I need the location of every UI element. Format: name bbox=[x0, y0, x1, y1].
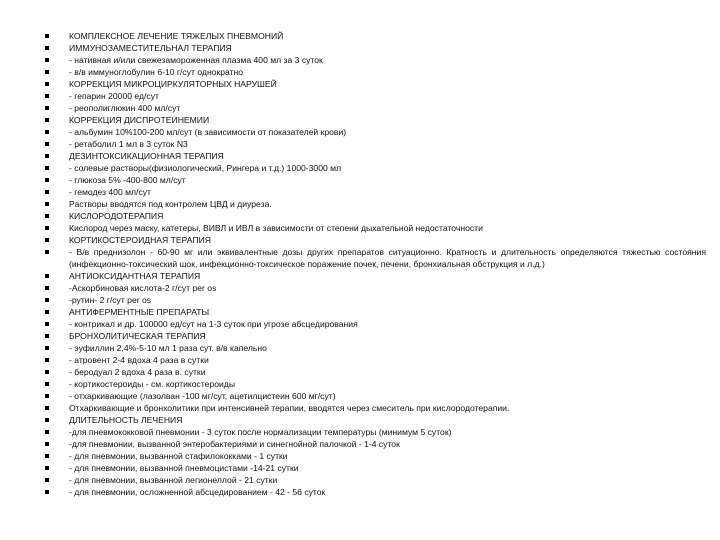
list-item-text: - для пневмонии, вызванной стафилококками - 1 сутки bbox=[69, 451, 288, 461]
bullet-marker bbox=[45, 442, 49, 446]
list-item bbox=[0, 474, 720, 486]
bullet-marker bbox=[45, 238, 49, 242]
list-item-text: - для пневмонии, осложненной абсцедированием - 42 - 56 суток bbox=[69, 487, 326, 497]
list-item-text: БРОНХОЛИТИЧЕСКАЯ ТЕРАПИЯ bbox=[69, 331, 206, 341]
bullet-marker bbox=[45, 178, 49, 182]
list-item-text: КОРРЕКЦИЯ ДИСПРОТЕИНЕМИИ bbox=[69, 115, 210, 125]
bullet-marker bbox=[45, 286, 49, 290]
bullet-marker bbox=[45, 94, 49, 98]
list-item-text: Отхаркивающие и бронхолитики при интенсивней терапии, вводятся через смеситель при кислородотерапии. bbox=[69, 403, 510, 413]
list-item-text: - для пневмонии, вызванной легионеллой - 21 сутки bbox=[69, 475, 278, 485]
list-item bbox=[0, 66, 720, 78]
list-item-text: - гемодез 400 мл/сут bbox=[69, 187, 151, 197]
list-item-text: - беродуал 2 вдоха 4 раза в. сутки bbox=[69, 367, 206, 377]
list-item-text: КОМПЛЕКСНОЕ ЛЕЧЕНИЕ ТЯЖЕЛЫХ ПНЕВМОНИЙ bbox=[69, 31, 284, 41]
list-item bbox=[0, 174, 720, 186]
bullet-marker bbox=[45, 202, 49, 206]
list-item-text: КИСЛОРОДОТЕРАПИЯ bbox=[69, 211, 164, 221]
bullet-marker bbox=[45, 154, 49, 158]
list-item bbox=[0, 354, 720, 366]
list-item bbox=[0, 390, 720, 402]
list-item bbox=[0, 186, 720, 198]
list-item bbox=[0, 318, 720, 330]
list-item bbox=[0, 150, 720, 162]
list-item-text: - глюкоза 5% -400-800 мл/сут bbox=[69, 175, 186, 185]
list-item-text: ИММУНОЗАМЕСТИТЕЛЬНАЛ ТЕРАПИЯ bbox=[69, 43, 232, 53]
bullet-marker bbox=[45, 358, 49, 362]
list-item-text: КОРРЕКЦИЯ МИКРОЦИРКУЛЯТОРНЫХ НАРУШЕЙ bbox=[69, 79, 277, 89]
list-item-text: - атровент 2-4 вдоха 4 раза в сутки bbox=[69, 355, 209, 365]
bullet-marker bbox=[45, 478, 49, 482]
bullet-marker bbox=[45, 430, 49, 434]
list-item bbox=[0, 246, 720, 270]
list-item-text: - контрикал и др. 100000 ед/сут на 1-3 суток при угрозе абсцедирования bbox=[69, 319, 358, 329]
list-item-text: - отхаркивающие (лазолван -100 мг/сут, ацетилцистеин 600 мг/сут) bbox=[69, 391, 336, 401]
list-item-text: - альбумин 10%100-200 мл/сут (в зависимости от показателей крови) bbox=[69, 127, 347, 137]
list-item bbox=[0, 294, 720, 306]
list-item bbox=[0, 222, 720, 234]
list-item bbox=[0, 270, 720, 282]
list-item-text: -Аскорбиновая кислота-2 г/сут per os bbox=[69, 283, 217, 293]
list-item-text: ДЕЗИНТОКСИКАЦИОННАЯ ТЕРАПИЯ bbox=[69, 151, 224, 161]
bullet-list bbox=[0, 30, 720, 498]
list-item-text: ДЛИТЕЛЬНОСТЬ ЛЕЧЕНИЯ bbox=[69, 415, 183, 425]
bullet-marker bbox=[45, 214, 49, 218]
list-item bbox=[0, 162, 720, 174]
bullet-marker bbox=[45, 454, 49, 458]
bullet-marker bbox=[45, 82, 49, 86]
bullet-marker bbox=[45, 490, 49, 494]
bullet-marker bbox=[45, 382, 49, 386]
list-item-text: - гепарин 20000 ед/сут bbox=[69, 91, 159, 101]
list-item bbox=[0, 306, 720, 318]
list-item bbox=[0, 138, 720, 150]
bullet-marker bbox=[45, 310, 49, 314]
list-item-text: -для пневмонии, вызванной энтеробактериями и синегнойной палочкой - 1-4 суток bbox=[69, 439, 400, 449]
bullet-marker bbox=[45, 406, 49, 410]
list-item bbox=[0, 378, 720, 390]
bullet-marker bbox=[45, 418, 49, 422]
bullet-marker bbox=[45, 166, 49, 170]
list-item-text: - нативная и/или свежезамороженная плазма 400 мл за 3 суток bbox=[69, 55, 323, 65]
list-item bbox=[0, 90, 720, 102]
bullet-marker bbox=[45, 106, 49, 110]
list-item bbox=[0, 54, 720, 66]
list-item-text: - для пневмонии, вызванной пневмоцистами -14-21 сутки bbox=[69, 463, 299, 473]
list-item bbox=[0, 462, 720, 474]
list-item-text: АНТИФЕРМЕНТНЫЕ ПРЕПАРАТЫ bbox=[69, 307, 210, 317]
bullet-marker bbox=[45, 70, 49, 74]
bullet-marker bbox=[45, 190, 49, 194]
list-item-text: - солевые растворы(физиологический, Рингера и т.д.) 1000-3000 мл bbox=[69, 163, 342, 173]
bullet-marker bbox=[45, 250, 49, 254]
list-item bbox=[0, 402, 720, 414]
bullet-marker bbox=[45, 46, 49, 50]
bullet-marker bbox=[45, 346, 49, 350]
list-item bbox=[0, 282, 720, 294]
bullet-marker bbox=[45, 334, 49, 338]
bullet-marker bbox=[45, 226, 49, 230]
list-item bbox=[0, 102, 720, 114]
bullet-marker bbox=[45, 130, 49, 134]
list-item bbox=[0, 234, 720, 246]
list-item-text: Растворы вводятся под контролем ЦВД и диуреза. bbox=[69, 199, 272, 209]
list-item-text: -рутин- 2 г/сут per os bbox=[69, 295, 152, 305]
list-item bbox=[0, 450, 720, 462]
list-item-text: -для пневмококковой пневмонии - 3 суток после нормализации температуры (минимум 5 суток) bbox=[69, 427, 452, 437]
bullet-marker bbox=[45, 322, 49, 326]
list-item bbox=[0, 342, 720, 354]
list-item-text: - кортикостероиды - см. кортикостероиды bbox=[69, 379, 235, 389]
list-item bbox=[0, 114, 720, 126]
list-item-text: КОРТИКОСТЕРОИДНАЯ ТЕРАПИЯ bbox=[69, 235, 211, 245]
list-item bbox=[0, 78, 720, 90]
list-item bbox=[0, 366, 720, 378]
list-item bbox=[0, 126, 720, 138]
list-item bbox=[0, 210, 720, 222]
list-item bbox=[0, 414, 720, 426]
list-item bbox=[0, 30, 720, 42]
bullet-marker bbox=[45, 142, 49, 146]
list-item bbox=[0, 438, 720, 450]
list-item-text: - В/в преднизолон - 60-90 мг или эквивалентные дозы других препаратов ситуационно. Кратность и длительность определяются тяжестью состояния (инфекционно-токсический шок, инфекционно-токсическое поражение почек, печени, бронхиальная обструкция и л.д.) bbox=[69, 247, 706, 269]
bullet-marker bbox=[45, 118, 49, 122]
bullet-marker bbox=[45, 58, 49, 62]
list-item-text: - эуфиллин 2,4%-5-10 мл 1 раза сут. в/в капельно bbox=[69, 343, 267, 353]
list-item bbox=[0, 198, 720, 210]
bullet-marker bbox=[45, 298, 49, 302]
list-item-text: - реополиглюкин 400 мл/сут bbox=[69, 103, 181, 113]
list-item-text: Кислород через маску, катетеры, ВИВЛ и ИВЛ в зависимости от степени дыхательной недостаточности bbox=[69, 223, 483, 233]
bullet-marker bbox=[45, 34, 49, 38]
list-item bbox=[0, 486, 720, 498]
list-item bbox=[0, 42, 720, 54]
list-item bbox=[0, 426, 720, 438]
bullet-marker bbox=[45, 466, 49, 470]
list-item bbox=[0, 330, 720, 342]
bullet-marker bbox=[45, 274, 49, 278]
bullet-marker bbox=[45, 370, 49, 374]
list-item-text: - в/в иммуноглобулин 6-10 г/сут однократно bbox=[69, 67, 244, 77]
list-item-text: АНТИОКСИДАНТНАЯ ТЕРАПИЯ bbox=[69, 271, 201, 281]
bullet-marker bbox=[45, 394, 49, 398]
list-item-text: - ретаболил 1 мл в 3 суток N3 bbox=[69, 139, 188, 149]
